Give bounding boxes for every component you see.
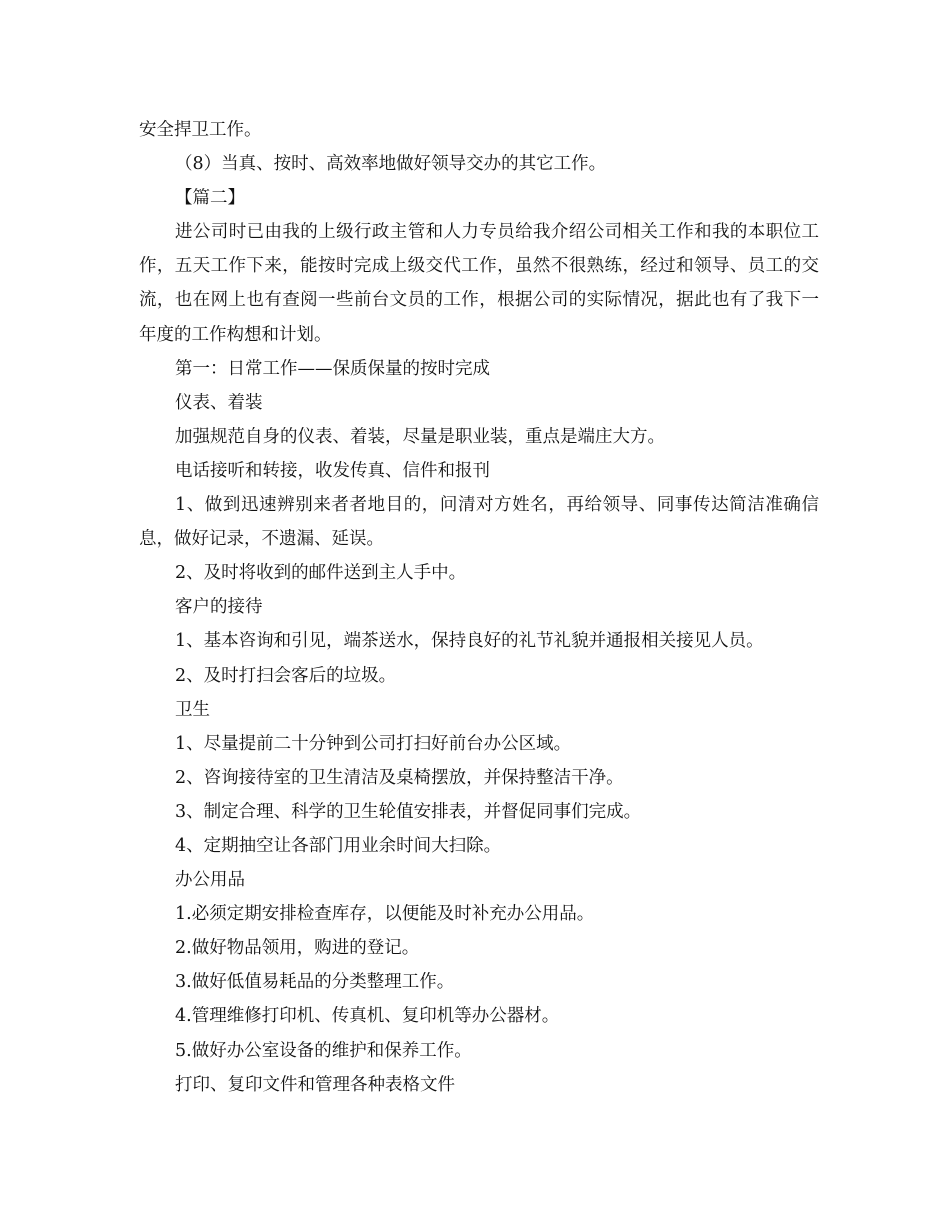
topic-heading-reception: 客户的接待 bbox=[175, 597, 263, 618]
list-item: 2、及时打扫会客后的垃圾。 bbox=[175, 665, 397, 686]
list-item: 3、制定合理、科学的卫生轮值安排表，并督促同事们完成。 bbox=[175, 801, 642, 822]
topic-heading-hygiene: 卫生 bbox=[175, 699, 210, 720]
list-item: 2、及时将收到的邮件送到主人手中。 bbox=[175, 563, 467, 584]
section-heading: 【篇二】 bbox=[175, 188, 245, 209]
list-item: 4.管理维修打印机、传真机、复印机等办公器材。 bbox=[175, 1006, 560, 1027]
paragraph-continuation: 安全捍卫工作。 bbox=[139, 120, 262, 140]
list-item: 3.做好低值易耗品的分类整理工作。 bbox=[175, 972, 455, 993]
document-body bbox=[139, 113, 819, 1102]
paragraph: 加强规范自身的仪表、着装，尽量是职业装，重点是端庄大方。 bbox=[175, 426, 665, 447]
subsection-heading: 第一：日常工作——保质保量的按时完成 bbox=[175, 358, 490, 379]
list-item: 1、尽量提前二十分钟到公司打扫好前台办公区域。 bbox=[175, 733, 572, 754]
topic-heading-printing: 打印、复印文件和管理各种表格文件 bbox=[175, 1074, 455, 1095]
topic-heading-appearance: 仪表、着装 bbox=[175, 392, 263, 413]
list-item: 1.必须定期安排检查库存，以便能及时补充办公用品。 bbox=[175, 904, 595, 925]
paragraph-item-8: （8）当真、按时、高效率地做好领导交办的其它工作。 bbox=[175, 154, 607, 175]
list-item: 2、咨询接待室的卫生清洁及桌椅摆放，并保持整洁干净。 bbox=[175, 767, 624, 788]
list-item: 5.做好办公室设备的维护和保养工作。 bbox=[175, 1040, 472, 1061]
list-item: 1、做到迅速辨别来者者地目的，问清对方姓名，再给领导、同事传达简洁准确信息，做好记录，不遗漏、延误。 bbox=[139, 495, 819, 550]
list-item: 4、定期抽空让各部门用业余时间大扫除。 bbox=[175, 835, 502, 856]
list-item: 1、基本咨询和引见，端茶送水，保持良好的礼节礼貌并通报相关接见人员。 bbox=[175, 631, 764, 652]
topic-heading-supplies: 办公用品 bbox=[175, 870, 245, 891]
paragraph-intro: 进公司时已由我的上级行政主管和人力专员给我介绍公司相关工作和我的本职位工作，五天工作下来，能按时完成上级交代工作，虽然不很熟练，经过和领导、员工的交流，也在网上也有查阅一些前台文员的工作，根据公司的实际情况，据此也有了我下一年度的工作构想和计划。 bbox=[139, 222, 819, 345]
topic-heading-phone: 电话接听和转接，收发传真、信件和报刊 bbox=[175, 460, 490, 481]
list-item: 2.做好物品领用，购进的登记。 bbox=[175, 938, 420, 959]
